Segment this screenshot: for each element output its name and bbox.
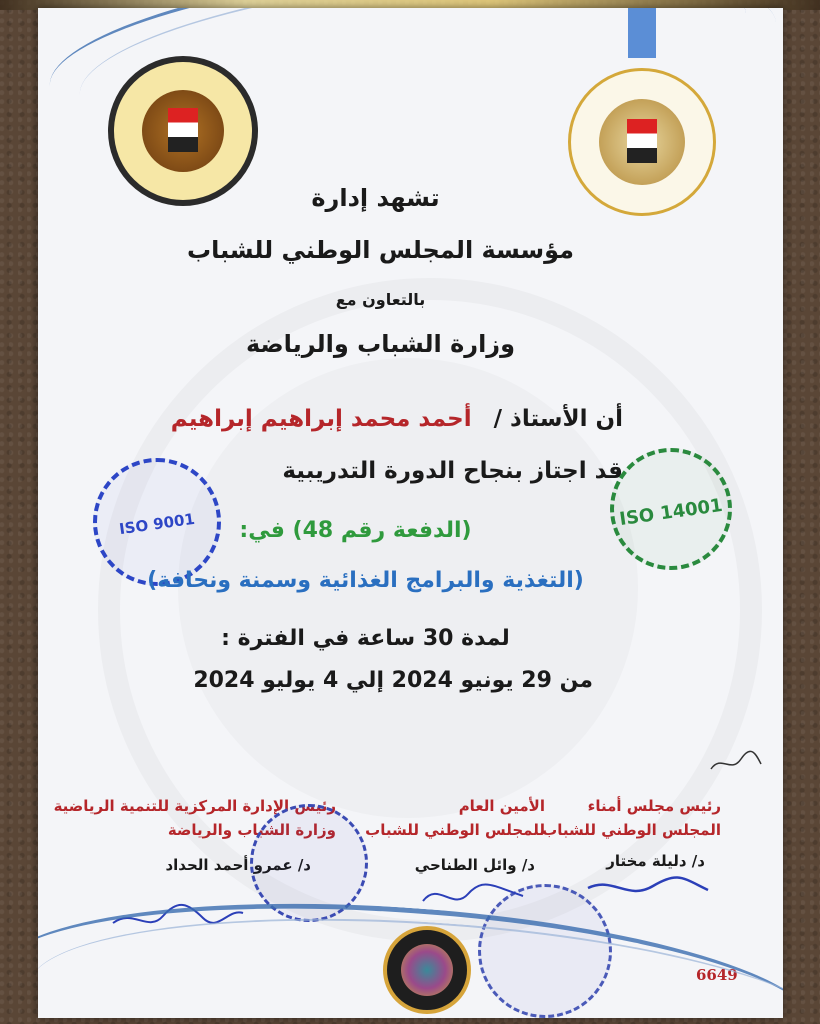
signatory-3-name: د/ عمرو أحمد الحداد [165,856,311,874]
course-title: (التغذية والبرامج الغذائية وسمنة ونحافة) [147,568,584,593]
partner-ministry-name: وزارة الشباب والرياضة [245,330,516,358]
batch-number: (الدفعة رقم 48) في: [239,518,472,543]
organization-name: مؤسسة المجلس الوطني للشباب [186,236,575,264]
certifying-line: تشهد إدارة [311,184,440,212]
course-duration: لمدة 30 ساعة في الفترة : [221,626,510,651]
signatory-1-name: د/ دليلة مختار [606,852,705,870]
completion-line: قد اجتاز بنجاح الدورة التدريبية [282,458,623,484]
iso-9001-stamp: ISO 9001 [93,458,221,586]
cooperation-line: بالتعاون مع [335,290,426,309]
iso-14001-stamp: ISO 14001 [610,448,732,570]
signatory-3-title: رئيس الإدارة المركزية للتنمية الرياضية وزارة الشباب والرياضة [53,797,336,839]
course-dates: من 29 يونيو 2024 إلي 4 يوليو 2024 [193,668,593,693]
recipient-name: أحمد محمد إبراهيم إبراهيم [170,406,472,432]
signatory-2-title: الأمين العام للمجلس الوطني للشباب [365,797,545,839]
recipient-row [171,406,623,432]
signature-1-scribble [583,866,713,906]
handwritten-note-scribble [706,744,766,780]
serial-number: 6649 [696,966,738,984]
recipient-prefix: أن الأستاذ / [493,406,623,432]
signatory-1-title: رئيس مجلس أمناء المجلس الوطني للشباب [542,797,721,839]
signatory-2-name: د/ وائل الطناحي [414,856,535,874]
certificate-paper [38,8,783,1018]
